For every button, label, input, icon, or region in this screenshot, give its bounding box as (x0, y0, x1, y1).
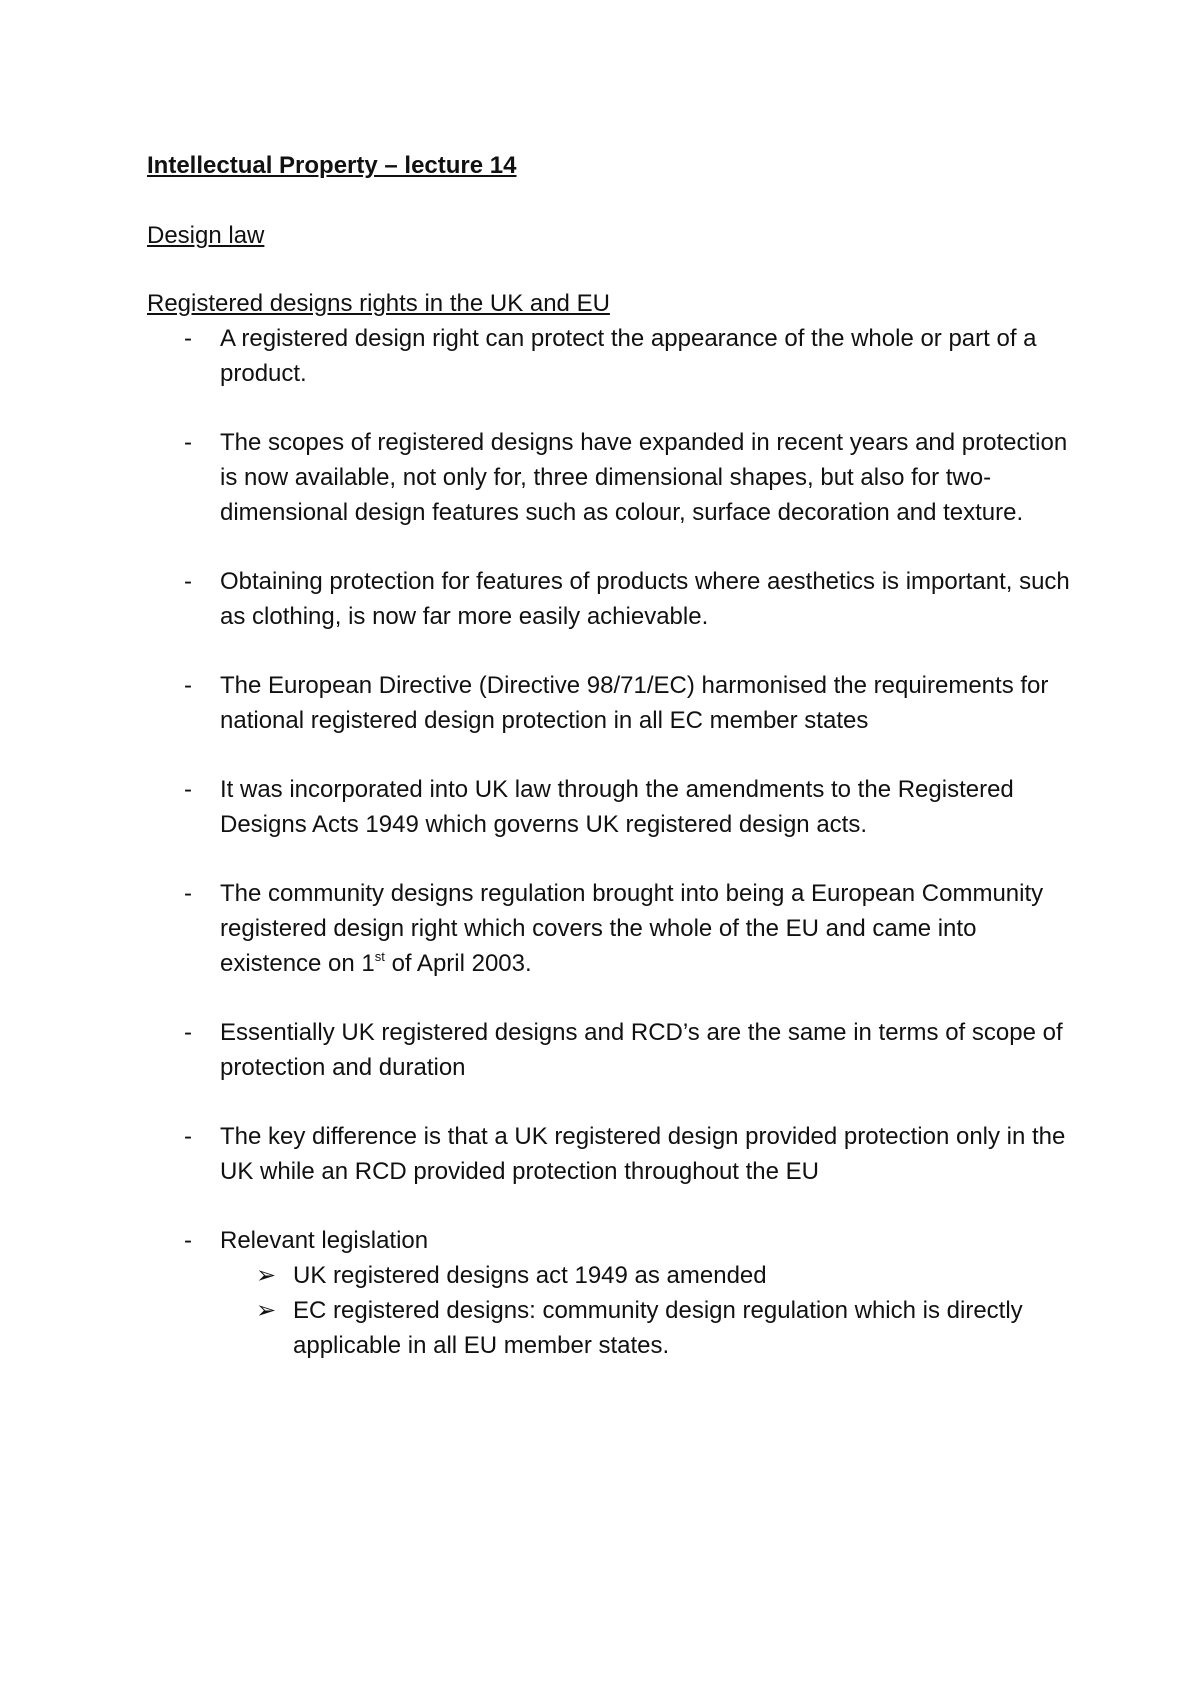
bullet-text: Essentially UK registered designs and RCD’s are the same in terms of scope of protection and duration (220, 1019, 1063, 1081)
list-item (147, 876, 1077, 981)
bullet-list (147, 321, 1077, 1363)
bullet-text: Obtaining protection for features of products where aesthetics is important, such as clothing, is now far more easily achievable. (220, 568, 1070, 630)
list-item (147, 1119, 1077, 1189)
bullet-text-part: of April 2003. (384, 950, 532, 977)
arrow-bullet-icon: ➢ (256, 1297, 277, 1324)
bullet-text: Relevant legislation (220, 1227, 429, 1254)
bullet-dash: - (184, 1227, 192, 1254)
document-title: Intellectual Property – lecture 14 (147, 152, 517, 179)
sub-bullet-text: EC registered designs: community design regulation which is directly applicable in all EU member states. (293, 1297, 1023, 1359)
ordinal-superscript: st (374, 949, 385, 964)
bullet-text-part: The community designs regulation brought into being a European Community registered design right which covers the whole of the EU and came into existence on 1 (220, 880, 1044, 977)
list-item (147, 425, 1077, 530)
bullet-dash: - (184, 1123, 192, 1150)
bullet-text: The European Directive (Directive 98/71/EC) harmonised the requirements for national registered design protection in all EC member states (220, 672, 1049, 734)
list-item (147, 564, 1077, 634)
bullet-dash: - (184, 1019, 192, 1046)
bullet-dash: - (184, 568, 192, 595)
bullet-text (220, 880, 1043, 977)
section-heading: Design law (147, 222, 265, 249)
list-item (147, 1015, 1077, 1085)
bullet-dash: - (184, 325, 192, 352)
sub-list-item (220, 1258, 1077, 1293)
list-item (147, 772, 1077, 842)
document-body (147, 148, 1077, 1397)
subsection-heading: Registered designs rights in the UK and EU (147, 290, 610, 317)
bullet-text: It was incorporated into UK law through the amendments to the Registered Designs Acts 1949 which governs UK registered design acts. (220, 776, 1014, 838)
bullet-text: A registered design right can protect the appearance of the whole or part of a product. (220, 325, 1037, 387)
list-item (147, 668, 1077, 738)
bullet-dash: - (184, 429, 192, 456)
bullet-dash: - (184, 672, 192, 699)
bullet-text: The key difference is that a UK registered design provided protection only in the UK while an RCD provided protection throughout the EU (220, 1123, 1066, 1185)
list-item (147, 321, 1077, 391)
sub-bullet-text: UK registered designs act 1949 as amended (293, 1262, 767, 1289)
bullet-text: The scopes of registered designs have expanded in recent years and protection is now available, not only for, three dimensional shapes, but also for two- dimensional design features such as colour, surface decoration and texture. (220, 429, 1068, 526)
legislation-list (220, 1258, 1077, 1363)
bullet-dash: - (184, 880, 192, 907)
list-item (147, 1223, 1077, 1363)
bullet-dash: - (184, 776, 192, 803)
arrow-bullet-icon: ➢ (256, 1262, 277, 1289)
sub-list-item (220, 1293, 1077, 1363)
